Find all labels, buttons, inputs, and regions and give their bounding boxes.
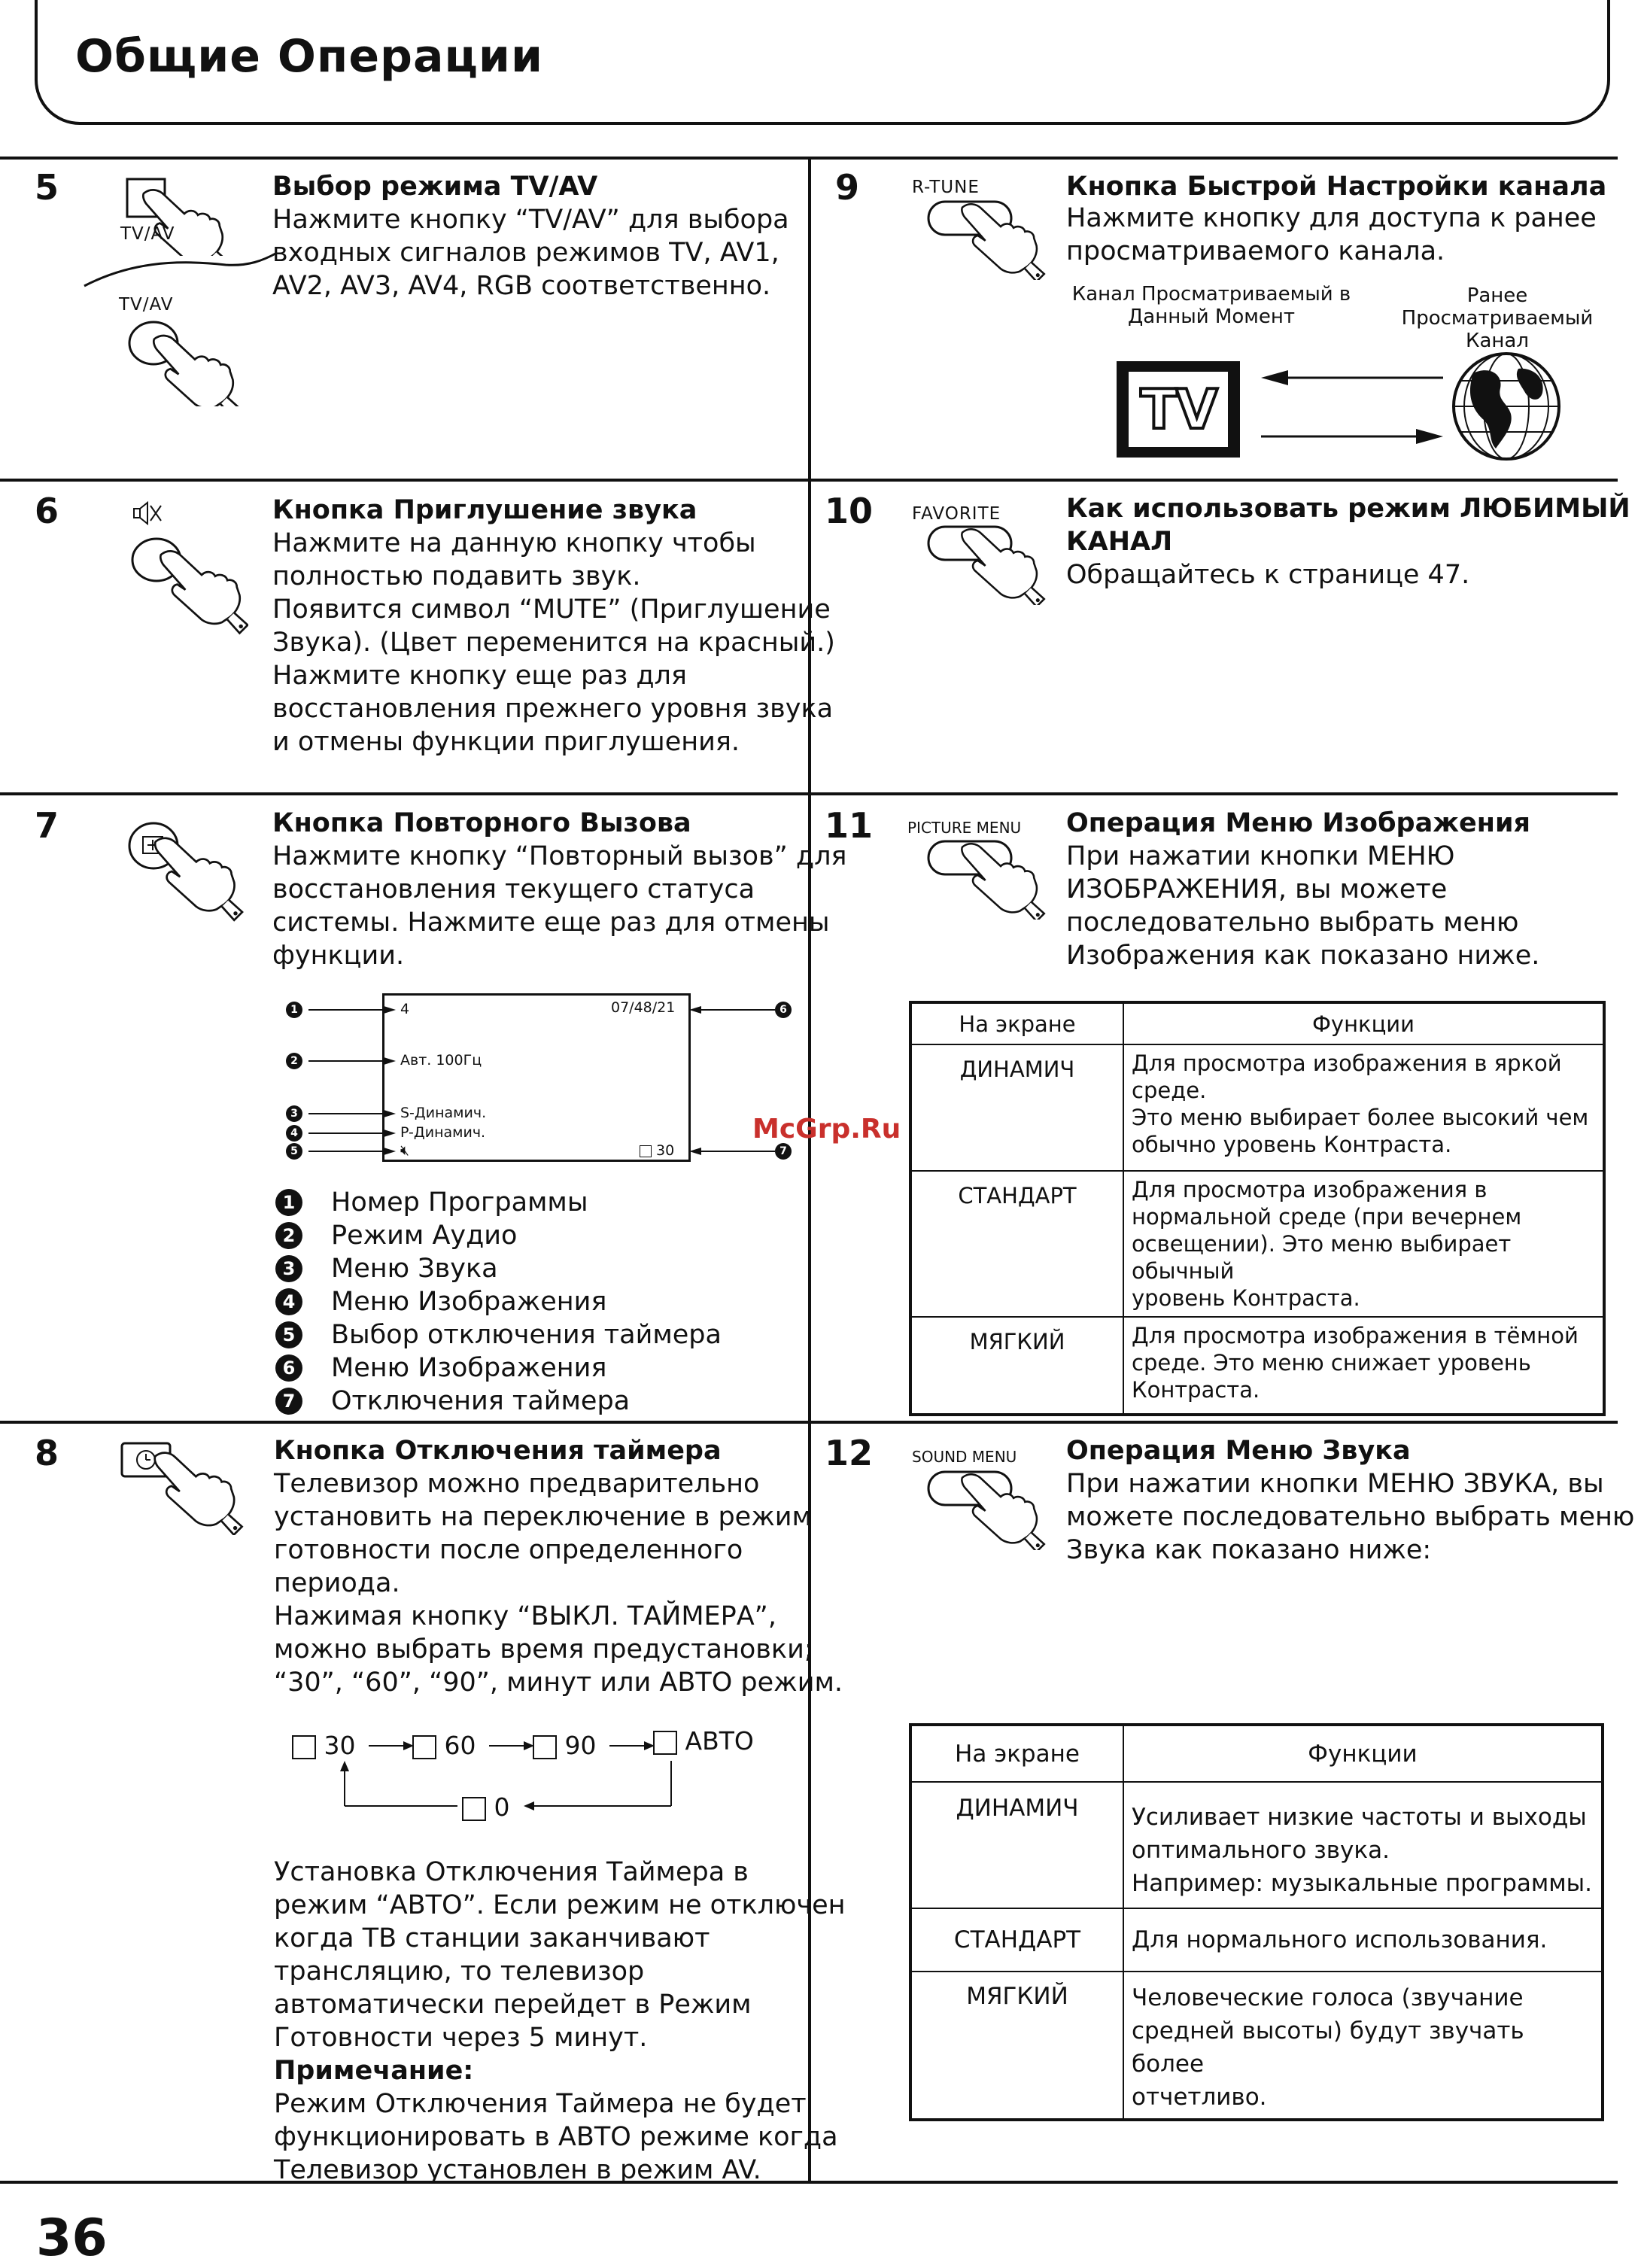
timer-option-30: 30 xyxy=(292,1731,356,1760)
section-12-title: Операция Меню Звука xyxy=(1066,1436,1411,1466)
section-number-9: 9 xyxy=(835,167,860,208)
timer-option-0: 0 xyxy=(462,1792,510,1822)
sound-menu-label: SOUND MENU xyxy=(912,1448,1017,1466)
row-function: Для нормального использования. xyxy=(1123,1908,1603,1972)
table-header xyxy=(910,1002,1604,1044)
timer-option-60: 60 xyxy=(412,1731,476,1760)
tvav-label-1: TV/AV xyxy=(120,224,175,244)
choice-divider-curve xyxy=(83,248,278,293)
row-screen: МЯГКИЙ xyxy=(910,1972,1123,2120)
globe-icon xyxy=(1451,351,1562,462)
table-row xyxy=(910,1908,1603,1972)
row-function: Для просмотра изображения в яркой среде. Это меню выбирает более высокий чем обычно уровень Контраста. xyxy=(1123,1044,1604,1171)
table-row xyxy=(910,1171,1604,1317)
callout-2: 2 xyxy=(286,1053,302,1069)
row-screen: ДИНАМИЧ xyxy=(910,1782,1123,1908)
osd-audio-mode: Авт. 100Гц xyxy=(400,1052,482,1069)
legend-item: 5 Выбор отключения таймера xyxy=(275,1318,722,1351)
channel-swap-arrows xyxy=(1258,369,1446,451)
osd-timer xyxy=(640,1142,674,1159)
section-number-12: 12 xyxy=(825,1433,874,1473)
legend-item: 1 Номер Программы xyxy=(275,1186,722,1219)
callout-1: 1 xyxy=(286,1002,302,1018)
header-function: Функции xyxy=(1123,1002,1604,1044)
osd-program-number: 4 xyxy=(400,1001,410,1017)
header-screen: На экране xyxy=(910,1725,1123,1782)
favorite-label: FAVORITE xyxy=(912,504,1001,524)
header-function: Функции xyxy=(1123,1725,1603,1782)
legend-item: 2 Режим Аудио xyxy=(275,1219,722,1252)
table-row xyxy=(910,1972,1603,2120)
header-screen: На экране xyxy=(910,1002,1123,1044)
callout-7: 7 xyxy=(775,1143,792,1160)
legend-item: 3 Меню Звука xyxy=(275,1252,722,1285)
picture-menu-button[interactable] xyxy=(924,837,1074,920)
table-row xyxy=(910,1317,1604,1415)
callout-4: 4 xyxy=(286,1125,302,1142)
section-5-text: Нажмите кнопку “TV/AV” для выбора входных сигналов режимов TV, AV1, AV2, AV3, AV4, RGB соответственно. xyxy=(272,205,789,301)
osd-timer-icon xyxy=(640,1145,652,1157)
row-divider-2 xyxy=(0,792,1618,795)
legend-item: 6 Меню Изображения xyxy=(275,1351,722,1385)
row-divider-1 xyxy=(0,479,1618,482)
timer-option-90: 90 xyxy=(533,1731,597,1760)
row-screen: СТАНДАРТ xyxy=(910,1171,1123,1317)
tv-logo-text: TV xyxy=(1140,378,1217,441)
sound-menu-button[interactable] xyxy=(924,1467,1074,1550)
row-screen: МЯГКИЙ xyxy=(910,1317,1123,1415)
table-header xyxy=(910,1725,1603,1782)
osd-clock: 07/48/21 xyxy=(611,999,676,1016)
section-6-title: Кнопка Приглушение звука xyxy=(272,495,697,525)
page-number: 36 xyxy=(36,2209,108,2268)
section-11-title: Операция Меню Изображения xyxy=(1066,808,1530,838)
callout-5: 5 xyxy=(286,1143,302,1160)
section-8-title: Кнопка Отключения таймера xyxy=(274,1436,722,1466)
osd-legend xyxy=(275,1186,722,1418)
legend-item: 7 Отключения таймера xyxy=(275,1385,722,1418)
section-10-title: Как использовать режим ЛЮБИМЫЙ КАНАЛ xyxy=(1066,494,1630,557)
osd-picture-menu: P-Динамич. xyxy=(400,1124,486,1141)
section-number-7: 7 xyxy=(35,805,59,846)
osd-sound-menu: S-Динамич. xyxy=(400,1105,487,1121)
mute-button[interactable] xyxy=(120,494,248,637)
row-function: Для просмотра изображения в нормальной среде (при вечернем освещении). Это меню выбирает обычный уровень Контраста. xyxy=(1123,1171,1604,1317)
section-8-text: Телевизор можно предварительно установить на переключение в режим готовности после определенного периода. Нажимая кнопку “ВЫКЛ. ТАЙМЕРА”, можно выбрать время предустановки; “30”, “60”, “90”, минут или АВТО режим. xyxy=(274,1469,843,1698)
timer-icon xyxy=(533,1735,557,1759)
section-6-text: Нажмите на данную кнопку чтобы полностью подавить звук. Появится символ “MUTE” (Приглушение Звука). (Цвет переменится на красный.) Нажмите кнопку еще раз для восстановления прежнего уровня звука и отмены функции приглушения. xyxy=(272,528,835,757)
timer-icon xyxy=(462,1797,486,1821)
sound-menu-table xyxy=(909,1723,1604,2121)
section-9-text: Нажмите кнопку для доступа к ранее просматриваемого канала. xyxy=(1066,203,1597,266)
section-number-5: 5 xyxy=(35,167,59,208)
timer-sequence xyxy=(292,1723,789,1844)
rtune-button[interactable] xyxy=(924,197,1074,280)
section-number-10: 10 xyxy=(825,491,874,531)
section-10-text: Обращайтесь к странице 47. xyxy=(1066,560,1470,590)
section-9-title: Кнопка Быстрой Настройки канала xyxy=(1066,172,1607,202)
section-7-title: Кнопка Повторного Вызова xyxy=(272,808,691,838)
page-title: Общие Операции xyxy=(75,30,543,83)
row-function: Для просмотра изображения в тёмной среде. Это меню снижает уровень Контраста. xyxy=(1123,1317,1604,1415)
timer-option-auto: АВТО xyxy=(653,1726,754,1756)
tvav-label-2: TV/AV xyxy=(119,295,174,315)
rtune-label: R-TUNE xyxy=(912,178,980,197)
callout-6: 6 xyxy=(775,1002,792,1018)
row-screen: СТАНДАРТ xyxy=(910,1908,1123,1972)
section-5-title: Выбор режима TV/AV xyxy=(272,172,598,202)
section-number-6: 6 xyxy=(35,491,59,531)
tv-logo-icon xyxy=(1117,361,1240,458)
row-function: Усиливает низкие частоты и выходы оптимального звука. Например: музыкальные программы. xyxy=(1123,1782,1603,1908)
note-title: Примечание: xyxy=(274,2056,474,2086)
picture-menu-label: PICTURE MENU xyxy=(907,819,1022,837)
picture-menu-table xyxy=(909,1001,1606,1416)
section-number-8: 8 xyxy=(35,1433,59,1473)
section-8-auto-text: Установка Отключения Таймера в режим “АВТО”. Если режим не отключен когда ТВ станции заканчивают трансляцию, то телевизор автоматически перейдет в Режим Готовности через 5 минут. Примечание: Режим Отключения Таймера не будет функционировать в АВТО режиме когда Телевизор установлен в режим AV. xyxy=(274,1857,846,2185)
section-12-text: При нажатии кнопки МЕНЮ ЗВУКА, вы можете последовательно выбрать меню Звука как показано ниже: xyxy=(1066,1469,1635,1565)
osd-callout-lines xyxy=(286,993,798,1174)
timer-icon xyxy=(412,1735,436,1759)
legend-item: 4 Меню Изображения xyxy=(275,1285,722,1318)
previous-channel-caption: Ранее Просматриваемый Канал xyxy=(1401,284,1594,352)
section-number-11: 11 xyxy=(825,805,874,846)
section-7-text: Нажмите кнопку “Повторный вызов” для восстановления текущего статуса системы. Нажмите еще раз для отмены функции. xyxy=(272,841,847,971)
sleep-timer-button[interactable] xyxy=(117,1437,253,1535)
row-divider-3 xyxy=(0,1421,1618,1424)
mute-icon xyxy=(134,503,161,524)
watermark: McGrp.Ru xyxy=(752,1114,901,1145)
table-row xyxy=(910,1044,1604,1171)
recall-button[interactable] xyxy=(120,817,248,923)
timer-icon xyxy=(653,1731,677,1755)
timer-icon xyxy=(292,1735,316,1759)
table-row xyxy=(910,1782,1603,1908)
tvav-round-button[interactable] xyxy=(120,316,248,406)
row-screen: ДИНАМИЧ xyxy=(910,1044,1123,1171)
section-11-text: При нажатии кнопки МЕНЮ ИЗОБРАЖЕНИЯ, вы можете последовательно выбрать меню Изображения как показано ниже. xyxy=(1066,841,1540,971)
favorite-button[interactable] xyxy=(924,522,1074,605)
row-function: Человеческие голоса (звучание средней высоты) будут звучать более отчетливо. xyxy=(1123,1972,1603,2120)
osd-mute-icon: 🔇︎ xyxy=(400,1142,409,1159)
osd-timer-value: 30 xyxy=(656,1142,675,1159)
callout-3: 3 xyxy=(286,1105,302,1122)
osd-diagram xyxy=(286,993,798,1174)
current-channel-caption: Канал Просматриваемый в Данный Момент xyxy=(1071,283,1351,328)
